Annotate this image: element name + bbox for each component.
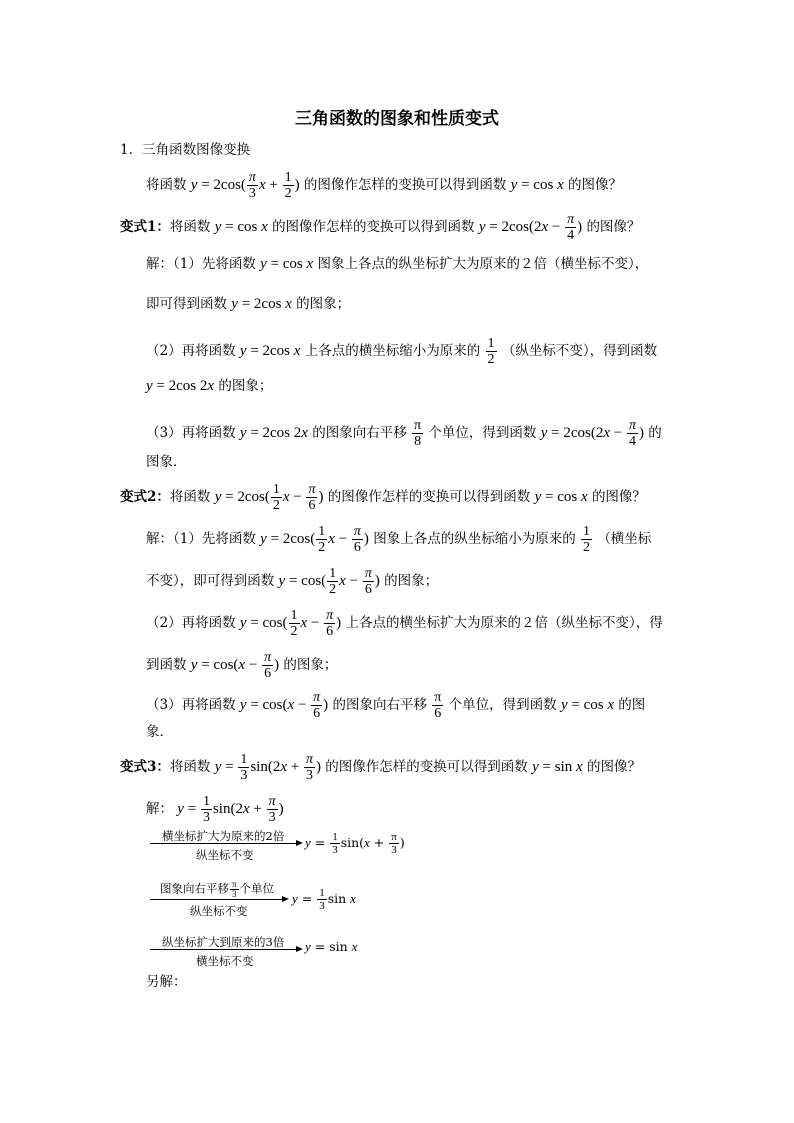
variant-1-step-3: （3）再将函数 y = 2cos 2x 的图象向右平移 $\frac{\pi}{8}$ 个单位，得到函数 y = 2cos(2x − $\frac{\pi}{4}$ ) 的 bbox=[146, 418, 662, 449]
variant-1-step-2: （2）再将函数 y = 2cos x 上各点的横坐标缩小为原来的 $\frac{1}{2}$ （纵坐标不变），得到函数 bbox=[146, 336, 658, 367]
variant-1-step-1: 解：（1）先将函数 y = cos x 图象上各点的纵坐标扩大为原来的２倍（横坐标不变）， bbox=[146, 256, 649, 272]
transform-arrow-1: 横坐标扩大为原来的2倍 纵坐标不变 y = $\frac{1}{3}$ sin(x + $\frac{\pi}{3}$ ) bbox=[150, 826, 450, 862]
variant-3-question: 变式3：将函数 y = $\frac{1}{3}$ sin(2x + $\frac{\pi}{3}$ ) 的图像作怎样的变换可以得到函数 y = sin x 的图像？ bbox=[120, 752, 641, 783]
variant-3-solution: 解： y = $\frac{1}{3}$ sin(2x + $\frac{\pi}{3}$ ) bbox=[146, 794, 284, 825]
variant-2-step-2-cont: 到函数 y = cos(x − $\frac{\pi}{6}$ ) 的图象； bbox=[146, 650, 338, 681]
alternative-solution: 另解： bbox=[146, 974, 187, 990]
variant-2-step-3-cont: 象． bbox=[146, 724, 173, 740]
variant-2-step-2: （2）再将函数 y = cos( $\frac{1}{2}$ x − $\frac{\pi}{6}$ ) 上各点的横坐标扩大为原来的２倍（纵坐标不变），得 bbox=[146, 608, 663, 639]
variant-1-step-2-cont: y = 2cos 2x 的图象； bbox=[146, 378, 273, 394]
variant-1-step-1-cont: 即可得到函数 y = 2cos x 的图象； bbox=[146, 296, 351, 312]
section-heading: 1．三角函数图像变换 bbox=[120, 142, 251, 158]
transform-arrow-2: 图象向右平移 $\frac{\pi}{3}$ 个单位 纵坐标不变 y = $\frac{1}{3}$ sin x bbox=[150, 880, 450, 916]
page-title: 三角函数的图象和性质变式 bbox=[295, 109, 499, 129]
problem-1: 将函数 y = 2cos( $\frac{\pi}{3}$ x + $\frac{1}{2}$ ) 的图像作怎样的变换可以得到函数 y = cos x 的图像？ bbox=[146, 170, 623, 201]
variant-1-question: 变式1：将函数 y = cos x 的图像作怎样的变换可以得到函数 y = 2cos(2x − $\frac{\pi}{4}$ ) 的图像？ bbox=[120, 212, 641, 243]
variant-2-step-1-cont: 不变），即可得到函数 y = cos( $\frac{1}{2}$ x − $\frac{\pi}{6}$ ) 的图象； bbox=[146, 566, 439, 597]
variant-1-step-3-cont: 图象． bbox=[146, 454, 187, 470]
transform-arrow-3: 纵坐标扩大到原来的3倍 横坐标不变 y = sin x bbox=[150, 932, 450, 968]
variant-2-question: 变式2：将函数 y = 2cos( $\frac{1}{2}$ x − $\frac{\pi}{6}$ ) 的图像作怎样的变换可以得到函数 y = cos x 的图像？ bbox=[120, 482, 646, 513]
variant-2-step-3: （3）再将函数 y = cos(x − $\frac{\pi}{6}$ ) 的图象向右平移 $\frac{\pi}{6}$ 个单位，得到函数 y = cos x 的图 bbox=[146, 690, 646, 721]
variant-2-step-1: 解：（1）先将函数 y = 2cos( $\frac{1}{2}$ x − $\frac{\pi}{6}$ ) 图象上各点的纵坐标缩小为原来的 $\frac{1}{2}$ （横坐标 bbox=[146, 524, 652, 555]
